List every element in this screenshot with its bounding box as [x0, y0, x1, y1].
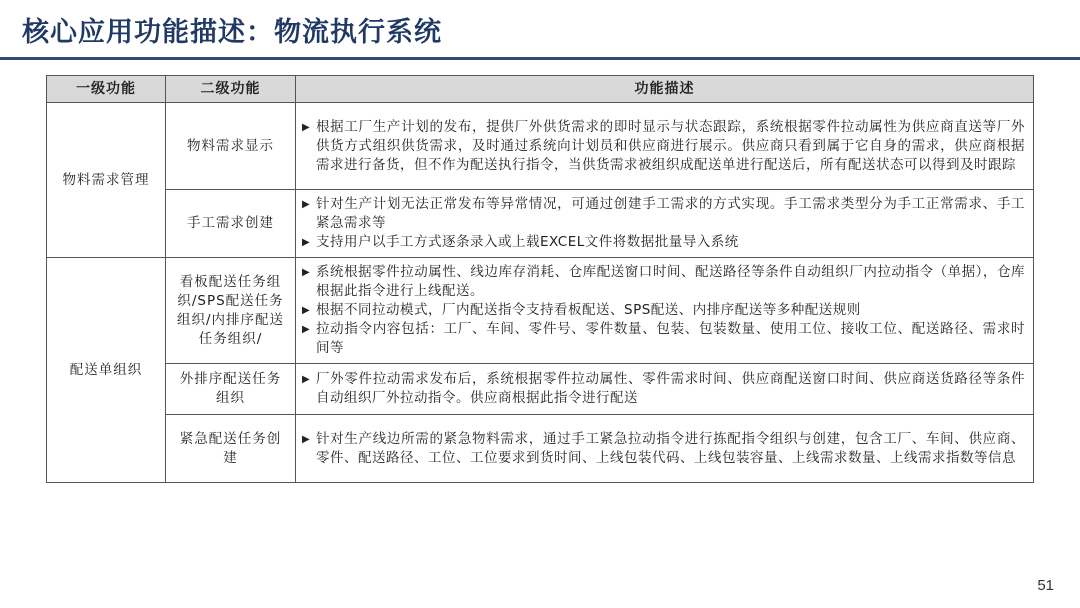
bullet-item: ▶ 系统根据零件拉动属性、线边库存消耗、仓库配送窗口时间、配送路径等条件自动组织厂内拉动指令（单据），仓库根据此指令进行上线配送。	[302, 264, 1025, 299]
description-cell	[296, 415, 1034, 483]
triangle-right-icon: ▶	[302, 305, 310, 316]
triangle-right-icon: ▶	[302, 374, 310, 385]
triangle-right-icon: ▶	[302, 433, 310, 445]
description-cell	[296, 364, 1034, 415]
level2-kanban-sps-delivery: 看板配送任务组织/SPS配送任务组织/内排序配送任务组织/	[166, 258, 296, 364]
level1-material-demand: 物料需求管理	[47, 103, 166, 258]
description-cell	[296, 190, 1034, 258]
table-row	[47, 103, 1034, 190]
header-level2: 二级功能	[166, 76, 296, 103]
level2-external-sequence-delivery: 外排序配送任务组织	[166, 364, 296, 415]
bullet-item: ▶ 厂外零件拉动需求发布后，系统根据零件拉动属性、零件需求时间、供应商配送窗口时间、供应商送货路径等条件自动组织厂外拉动指令。供应商根据此指令进行配送	[302, 371, 1025, 406]
level1-delivery-order: 配送单组织	[47, 258, 166, 483]
table-row	[47, 258, 1034, 364]
description-cell	[296, 103, 1034, 190]
bullet-item: ▶ 针对生产线边所需的紧急物料需求，通过手工紧急拉动指令进行拣配指令组织与创建，包含工厂、车间、供应商、零件、配送路径、工位、工位要求到货时间、上线包装代码、上线包装容量、上线需求数量、上线需求指数等信息	[302, 430, 1025, 466]
header-description: 功能描述	[296, 76, 1034, 103]
level2-urgent-delivery: 紧急配送任务创建	[166, 415, 296, 483]
triangle-right-icon: ▶	[302, 324, 310, 335]
description-cell	[296, 258, 1034, 364]
table-header-row	[47, 76, 1034, 103]
bullet-item: ▶ 支持用户以手工方式逐条录入或上载EXCEL文件将数据批量导入系统	[302, 234, 739, 250]
triangle-right-icon: ▶	[302, 199, 310, 210]
triangle-right-icon: ▶	[302, 237, 310, 248]
level2-demand-display: 物料需求显示	[166, 103, 296, 190]
function-table	[46, 75, 1034, 483]
bullet-item: ▶ 根据不同拉动模式，厂内配送指令支持看板配送、SPS配送、内排序配送等多种配送规则	[302, 302, 861, 318]
table-row	[47, 415, 1034, 483]
triangle-right-icon: ▶	[302, 267, 310, 278]
bullet-item: ▶ 根据工厂生产计划的发布，提供厂外供货需求的即时显示与状态跟踪，系统根据零件拉动属性为供应商直送等厂外供货方式组织供货需求，及时通过系统向计划员和供应商进行展示。供应商只看到属于它自身的需求，供应商根据需求进行备货，但不作为配送执行指令，当供货需求被组织成配送单进行配送后，所有配送状态可以得到及时跟踪	[302, 118, 1025, 173]
bullet-item: ▶ 拉动指令内容包括：工厂、车间、零件号、零件数量、包装、包装数量、使用工位、接收工位、配送路径、需求时间等	[302, 321, 1025, 356]
page-number: 51	[1037, 577, 1054, 594]
slide-title: 核心应用功能描述：物流执行系统	[22, 17, 442, 48]
table-row	[47, 190, 1034, 258]
triangle-right-icon: ▶	[302, 121, 310, 133]
header-level1: 一级功能	[47, 76, 166, 103]
bullet-item: ▶ 针对生产计划无法正常发布等异常情况，可通过创建手工需求的方式实现。手工需求类型分为手工正常需求、手工紧急需求等	[302, 196, 1025, 231]
title-divider	[0, 57, 1080, 60]
table-row	[47, 364, 1034, 415]
level2-manual-demand: 手工需求创建	[166, 190, 296, 258]
